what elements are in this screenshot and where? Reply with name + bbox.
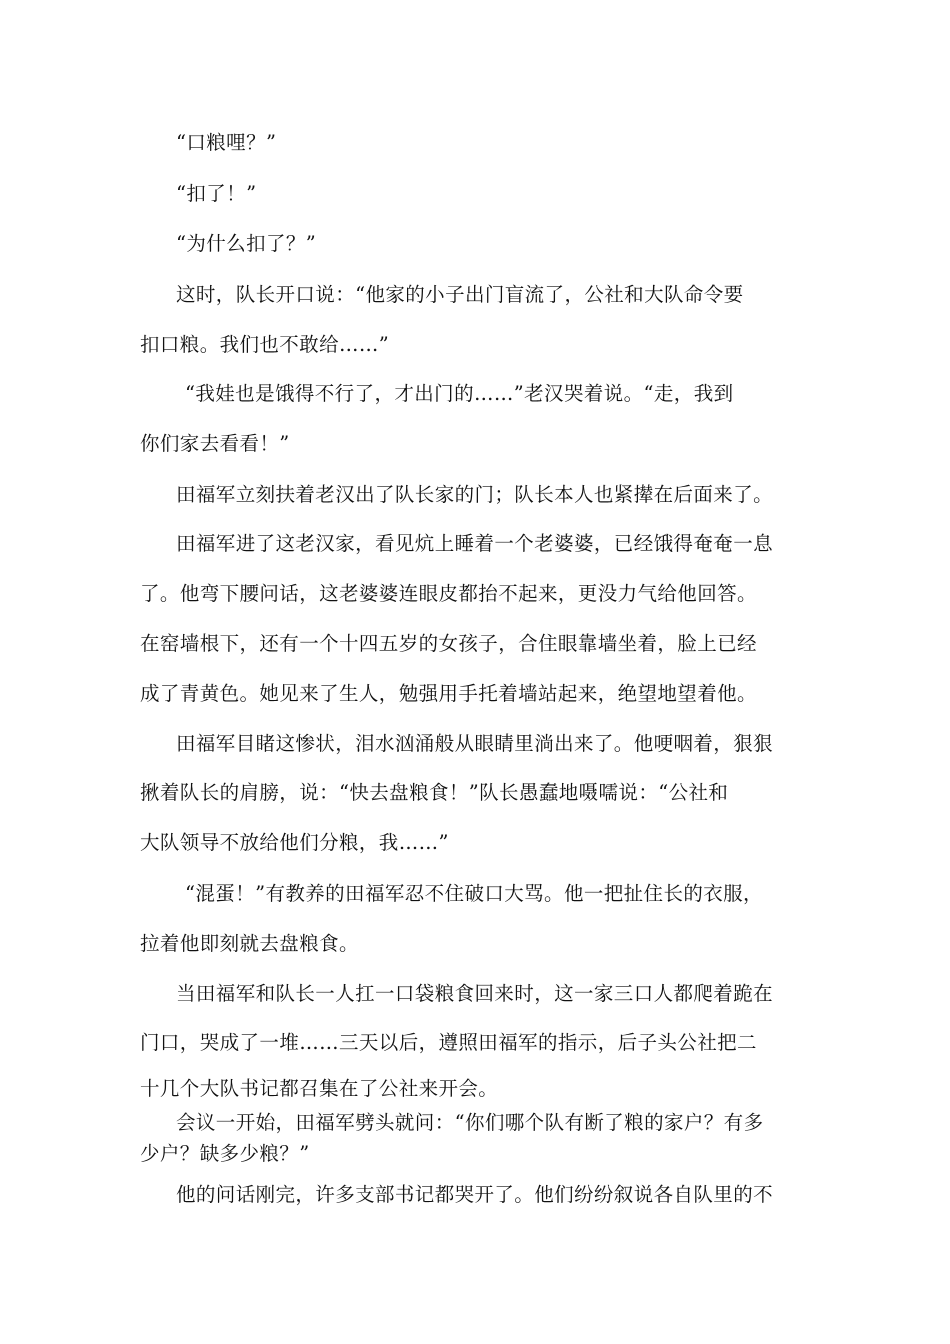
text-line: 田福军进了这老汉家，看见炕上睡着一个老婆婆，已经饿得奄奄一息 [176, 532, 774, 555]
text-line: “扣了！” [176, 182, 257, 205]
text-line: 他的问话刚完，许多支部书记都哭开了。他们纷纷叙说各自队里的不 [176, 1183, 774, 1206]
text-line: 了。他弯下腰问话，这老婆婆连眼皮都抬不起来，更没力气给他回答。 [140, 582, 757, 605]
text-line: 少户？缺多少粮？” [140, 1142, 310, 1165]
text-line: 门口，哭成了一堆……三天以后，遵照田福军的指示，后子头公社把二 [140, 1031, 757, 1054]
text-line: 田福军立刻扶着老汉出了队长家的门；队长本人也紧撵在后面来了。 [176, 483, 774, 506]
text-line: “口粮哩？” [176, 131, 277, 154]
text-line: 在窑墙根下，还有一个十四五岁的女孩子，合住眼靠墙坐着，脸上已经 [140, 632, 757, 655]
text-line: “为什么扣了？” [176, 232, 317, 255]
text-line: 十几个大队书记都召集在了公社来开会。 [140, 1077, 499, 1100]
text-line: 田福军目睹这惨状，泪水汹涌般从眼睛里淌出来了。他哽咽着，狠狠 [176, 732, 774, 755]
text-line: 当田福军和队长一人扛一口袋粮食回来时，这一家三口人都爬着跪在 [176, 982, 774, 1005]
text-line: 你们家去看看！” [140, 432, 290, 455]
text-line: 揪着队长的肩膀，说：“快去盘粮食！”队长愚蠢地嗫嚅说：“公社和 [140, 781, 729, 804]
text-line: 扣口粮。我们也不敢给……” [140, 333, 390, 356]
text-line: 成了青黄色。她见来了生人，勉强用手托着墙站起来，绝望地望着他。 [140, 682, 757, 705]
text-line: “我娃也是饿得不行了，才出门的……”老汉哭着说。“走，我到 [185, 382, 734, 405]
text-line: 这时，队长开口说：“他家的小子出门盲流了，公社和大队命令要 [176, 283, 744, 306]
text-line: 大队领导不放给他们分粮，我……” [140, 831, 449, 854]
text-line: 拉着他即刻就去盘粮食。 [140, 932, 359, 955]
text-line: 会议一开始，田福军劈头就问：“你们哪个队有断了粮的家户？有多 [176, 1111, 764, 1134]
text-line: “混蛋！”有教养的田福军忍不住破口大骂。他一把扯住长的衣服， [185, 882, 763, 905]
